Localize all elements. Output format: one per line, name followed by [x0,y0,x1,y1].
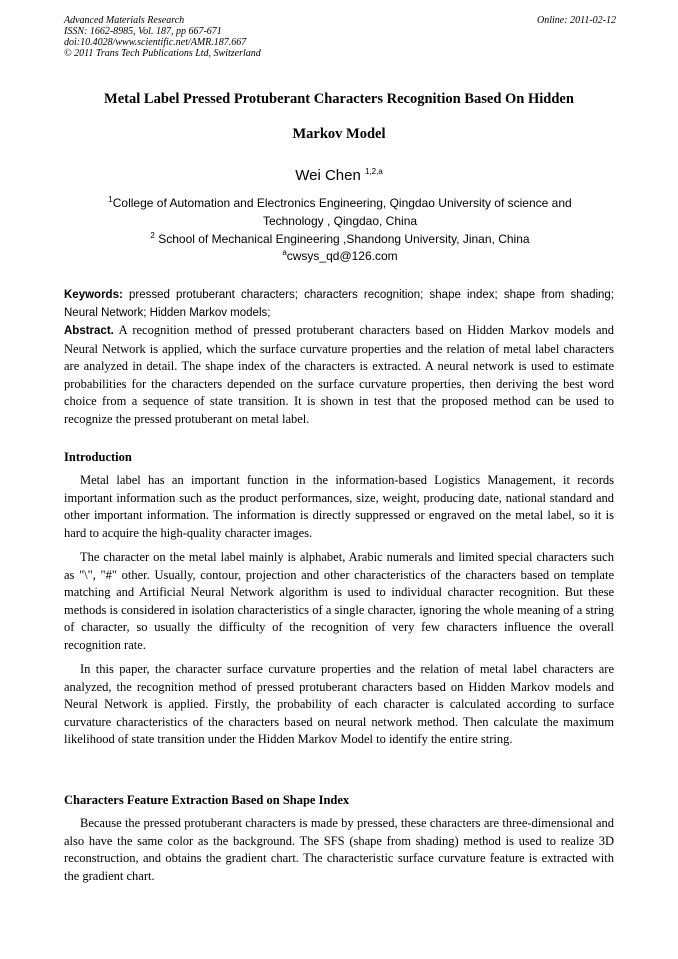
affiliation-1 [64,195,616,230]
affiliation-1-line-1: College of Automation and Electronics Engineering, Qingdao University of science and [112,196,572,210]
affiliation-2 [64,231,616,249]
introduction-body [64,472,614,749]
section-2-heading: Characters Feature Extraction Based on Shape Index [64,793,350,807]
section-2-body [64,815,614,885]
intro-paragraph-2: The character on the metal label mainly is alphabet, Arabic numerals and limited special characters such as "\", "#" other. Usually, contour, projection and other characteristics of the characters based on template matching and Artificial Neural Network algorithm is used to individual character recognition. But these methods is considered in isolation characteristics of a single character, ignoring the whole meaning of a string of character, so usually the difficulty of the recognition of very few characters influence the overall recognition rate. [64,550,614,652]
journal-name: Advanced Materials Research [64,15,185,26]
affiliation-2-mark: 2 [150,231,155,240]
abstract [64,322,614,428]
online-date: Online: 2011-02-12 [537,15,616,26]
keywords [64,287,614,322]
author-superscript: 1,2,a [364,167,383,176]
abstract-text: A recognition method of pressed protuberant characters based on Hidden Markov models and Neural Network is applied, which the surface curvature properties and the relation of metal label characters are analyzed in detail. The shape index of the characters is extracted. A neural network is used to estimate probabilities for the characters depended on the surface curvature properties, then deriving the best word choice from a sequence of state transition. It is shown in test that the proposed method can be used to recognize the pressed protuberant on metal label. [64,323,615,426]
affiliation-1-mark: 1 [108,195,113,204]
doi-line: doi:10.4028/www.scientific.net/AMR.187.667 [64,37,247,48]
paper-title-line-2: Markov Model [292,126,386,142]
affiliation-2-text: School of Mechanical Engineering ,Shandong University, Jinan, China [158,232,530,246]
author-name: Wei Chen [295,167,361,184]
keywords-label: Keywords: [64,289,123,301]
intro-paragraph-3: In this paper, the character surface curvature properties and the relation of metal label characters are analyzed, the recognition method of pressed protuberant characters based on Hidden Markov models and Neural Network is applied. Firstly, the probability of each character is calculated according to surface curvature characteristics of the characters based on neural network method. Then calculate the maximum likelihood of state transition under the Hidden Markov Model to identify the entire string. [64,662,614,746]
author-email [64,248,616,266]
keywords-text: pressed protuberant characters; characters recognition; shape index; shape from shading; Neural Network; Hidden Markov models; [64,289,615,319]
intro-paragraph-1: Metal label has an important function in the information-based Logistics Management, it records important information such as the product performances, size, weight, producing date, national standard and other important information. The information is directly suppressed or engraved on the metal label, so it is hard to acquire the high-quality character images. [64,473,614,540]
abstract-label: Abstract. [64,325,114,337]
running-header [64,15,616,59]
introduction-heading: Introduction [64,450,132,464]
issn-line: ISSN: 1662-8985, Vol. 187, pp 667-671 [64,26,222,37]
author [0,167,678,184]
section-2-paragraph-1: Because the pressed protuberant characters is made by pressed, these characters are three-dimensional and also have the same color as the background. The SFS (shape from shading) method is used to realize 3D reconstruction, and obtains the gradient chart. The characteristic surface curvature feature is extracted with the gradient chart. [64,816,614,883]
paper-title-line-1: Metal Label Pressed Protuberant Characters Recognition Based On Hidden [104,91,574,107]
email-mark: a [282,248,287,257]
copyright-line: © 2011 Trans Tech Publications Ltd, Switzerland [64,48,261,59]
affiliation-1-line-2: Technology , Qingdao, China [262,213,418,228]
email-text: cwsys_qd@126.com [286,249,398,263]
